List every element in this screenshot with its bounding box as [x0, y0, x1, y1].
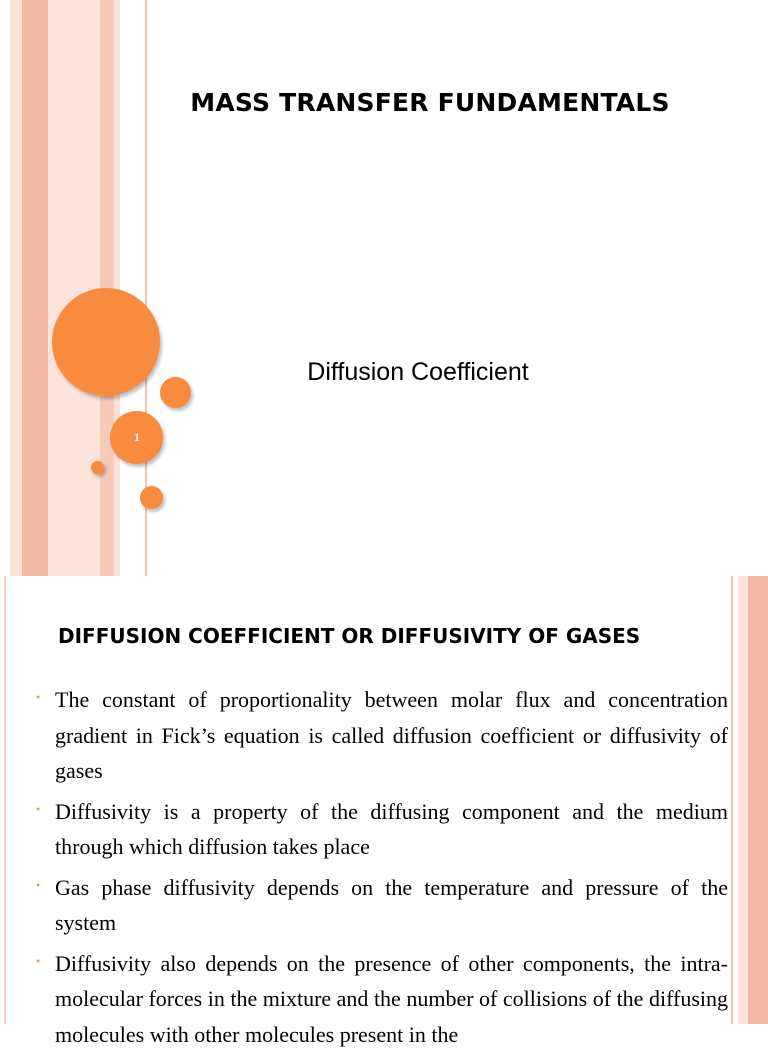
- slide-subtitle: Diffusion Coefficient: [307, 358, 529, 386]
- page-number: 1: [134, 430, 140, 444]
- slide-title: MASS TRANSFER FUNDAMENTALS: [190, 88, 670, 117]
- list-item: [36, 794, 728, 865]
- list-item: [36, 870, 728, 941]
- decorative-stripe: [22, 0, 48, 576]
- bullet-icon: •: [36, 801, 41, 816]
- bullet-icon: •: [36, 877, 41, 892]
- bullet-icon: •: [36, 690, 41, 704]
- decorative-circle-small: [140, 486, 163, 509]
- list-item: [36, 682, 728, 789]
- bullet-text: Gas phase diffusivity depends on the temperature and pressure of the system: [55, 874, 728, 935]
- bullet-text: Diffusivity is a property of the diffusing component and the medium through which diffusion takes place: [55, 798, 728, 859]
- bullet-icon: •: [36, 953, 41, 968]
- content-slide: [0, 576, 768, 1047]
- slide-heading: DIFFUSION COEFFICIENT OR DIFFUSIVITY OF GASES: [58, 624, 641, 648]
- decorative-circle-large: [52, 288, 160, 396]
- bullet-text: Diffusivity also depends on the presence of other components, the intra-molecular forces in the mixture and the number of collisions of the diffusing molecules with other molecules present in the: [55, 950, 728, 1047]
- bullet-text: The constant of proportionality between molar flux and concentration gradient in Fick’s equation is called diffusion coefficient or diffusivity of gases: [55, 687, 728, 783]
- list-item: [36, 946, 728, 1053]
- decorative-circle-tiny: [91, 461, 104, 474]
- bullet-list: [0, 682, 768, 1057]
